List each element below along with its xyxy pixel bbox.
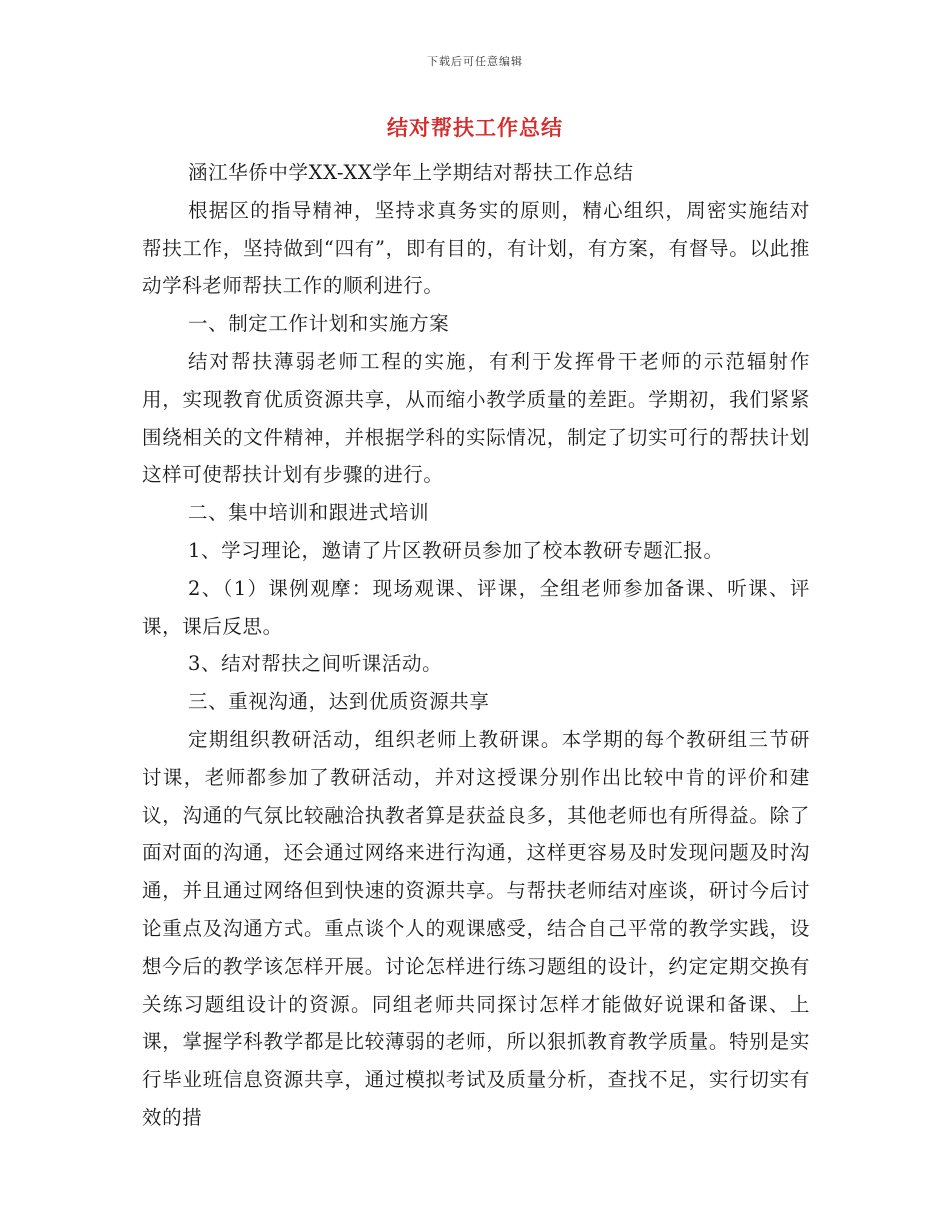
section-heading-1: 一、制定工作计划和实施方案: [188, 312, 450, 336]
download-note: 下载后可任意编辑: [427, 55, 523, 68]
list-item-2: 2、（1）课例观摩：现场观课、评课，全组老师参加备课、听课、评课，课后反思。: [142, 576, 810, 638]
list-item-1: 1、学习理论，邀请了片区教研员参加了校本教研专题汇报。: [188, 538, 724, 562]
document-body: [142, 154, 810, 1137]
list-item-3: 3、结对帮扶之间听课活动。: [188, 652, 443, 676]
document-title: 结对帮扶工作总结: [387, 116, 563, 140]
section-heading-3: 三、重视沟通，达到优质资源共享: [188, 690, 490, 714]
paragraph-section-3: 定期组织教研活动，组织老师上教研课。本学期的每个教研组三节研讨课，老师都参加了教研活动，并对这授课分别作出比较中肯的评价和建议，沟通的气氛比较融洽执教者算是获益良多，其他老师也有所得益。除了面对面的沟通，还会通过网络来进行沟通，这样更容易及时发现问题及时沟通，并且通过网络但到快速的资源共享。与帮扶老师结对座谈，研讨今后讨论重点及沟通方式。重点谈个人的观课感受，结合自己平常的教学实践，设想今后的教学该怎样开展。讨论怎样进行练习题组的设计，约定定期交换有关练习题组设计的资源。同组老师共同探讨怎样才能做好说课和备课、上课，掌握学科教学都是比较薄弱的老师，所以狠抓教育教学质量。特别是实行毕业班信息资源共享，通过模拟考试及质量分析，查找不足，实行切实有效的措: [142, 727, 810, 1129]
paragraph-subtitle: 涵江华侨中学XX-XX学年上学期结对帮扶工作总结: [188, 161, 634, 184]
section-heading-2: 二、集中培训和跟进式培训: [188, 501, 430, 525]
paragraph-section-1: 结对帮扶薄弱老师工程的实施，有利于发挥骨干老师的示范辐射作用，实现教育优质资源共享，从而缩小教学质量的差距。学期初，我们紧紧围绕相关的文件精神，并根据学科的实际情况，制定了切实可行的帮扶计划这样可使帮扶计划有步骤的进行。: [142, 349, 810, 487]
paragraph-intro: 根据区的指导精神，坚持求真务实的原则，精心组织，周密实施结对帮扶工作，坚持做到“四有”，即有目的，有计划，有方案，有督导。以此推动学科老师帮扶工作的顺利进行。: [142, 198, 810, 298]
